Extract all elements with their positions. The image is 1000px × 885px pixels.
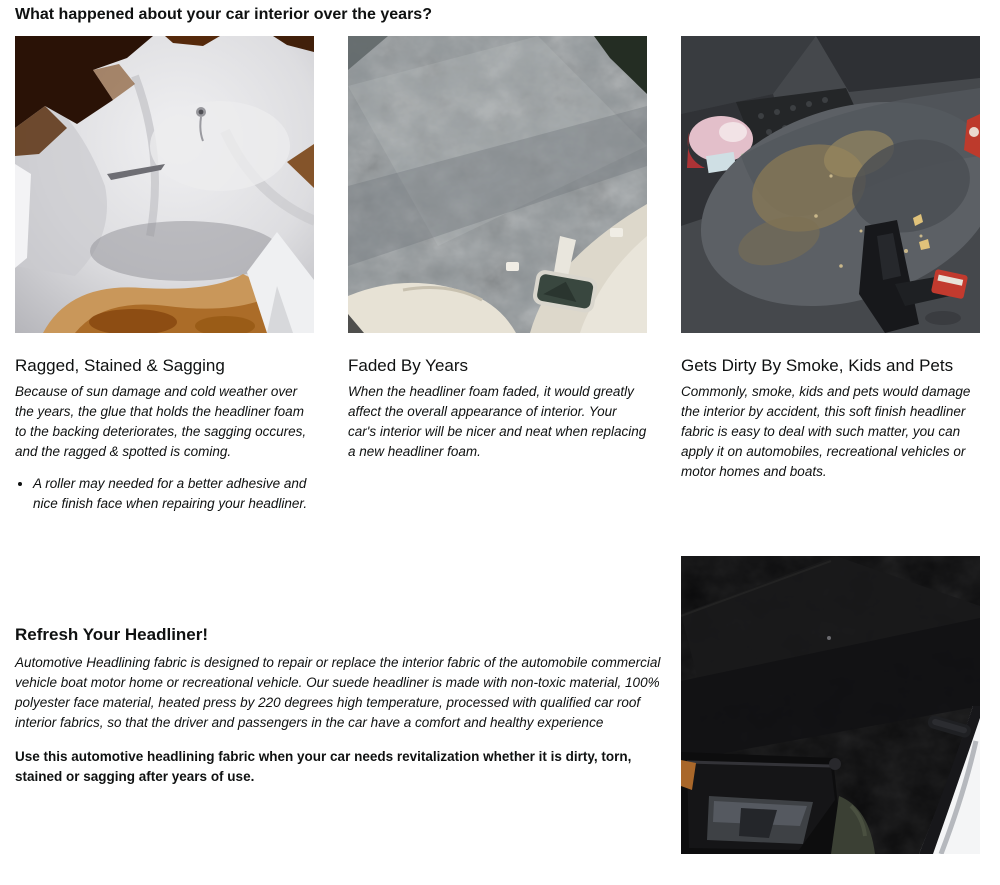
three-column-row bbox=[15, 36, 981, 514]
column-heading-ragged: Ragged, Stained & Sagging bbox=[15, 356, 225, 375]
page-title: What happened about your car interior over the years? bbox=[15, 6, 432, 23]
refresh-body: Automotive Headlining fabric is designed to repair or replace the interior fabric of the automobile commercial vehicle boat motor home or recreational vehicle. Our suede headliner is made with non-toxic material, 100% polyester face material, heated press by 220 degrees high temperature, processed with qualified car roof interior fabrics, so that the driver and passengers in the car have a comfort and healthy experience bbox=[15, 654, 661, 730]
column-dirty bbox=[681, 36, 980, 514]
column-body-ragged: Because of sun damage and cold weather over the years, the glue that holds the headliner foam to the backing deteriorates, the sagging occures, and the ragged & spotted is coming. bbox=[15, 384, 307, 459]
column-faded bbox=[348, 36, 647, 514]
refresh-section bbox=[15, 556, 981, 854]
bullet-item: • A roller may needed for a better adhesive and nice finish face when repairing your headliner. bbox=[33, 474, 314, 514]
refresh-emphasis: Use this automotive headlining fabric when your car needs revitalization whether it is dirty, torn, stained or sagging after years of use. bbox=[15, 748, 632, 784]
black-suede-headliner-image bbox=[681, 556, 980, 854]
column-body-faded: When the headliner foam faded, it would greatly affect the overall appearance of interior. Your car's interior will be nicer and neat when replacing a new headliner foam. bbox=[348, 384, 647, 459]
refresh-text-block bbox=[15, 624, 668, 787]
column-heading-faded: Faded By Years bbox=[348, 356, 469, 375]
column-ragged bbox=[15, 36, 314, 514]
faded-headliner-image bbox=[348, 36, 647, 333]
column-body-dirty: Commonly, smoke, kids and pets would damage the interior by accident, this soft finish headliner fabric is easy to deal with such matter, you can apply it on automobiles, recreational vehicles or motor homes and boats. bbox=[681, 384, 971, 479]
column-bullet-list bbox=[15, 474, 314, 514]
refresh-heading: Refresh Your Headliner! bbox=[15, 624, 209, 644]
column-heading-dirty: Gets Dirty By Smoke, Kids and Pets bbox=[681, 356, 954, 375]
ragged-headliner-image bbox=[15, 36, 314, 333]
dirty-seat-image bbox=[681, 36, 980, 333]
